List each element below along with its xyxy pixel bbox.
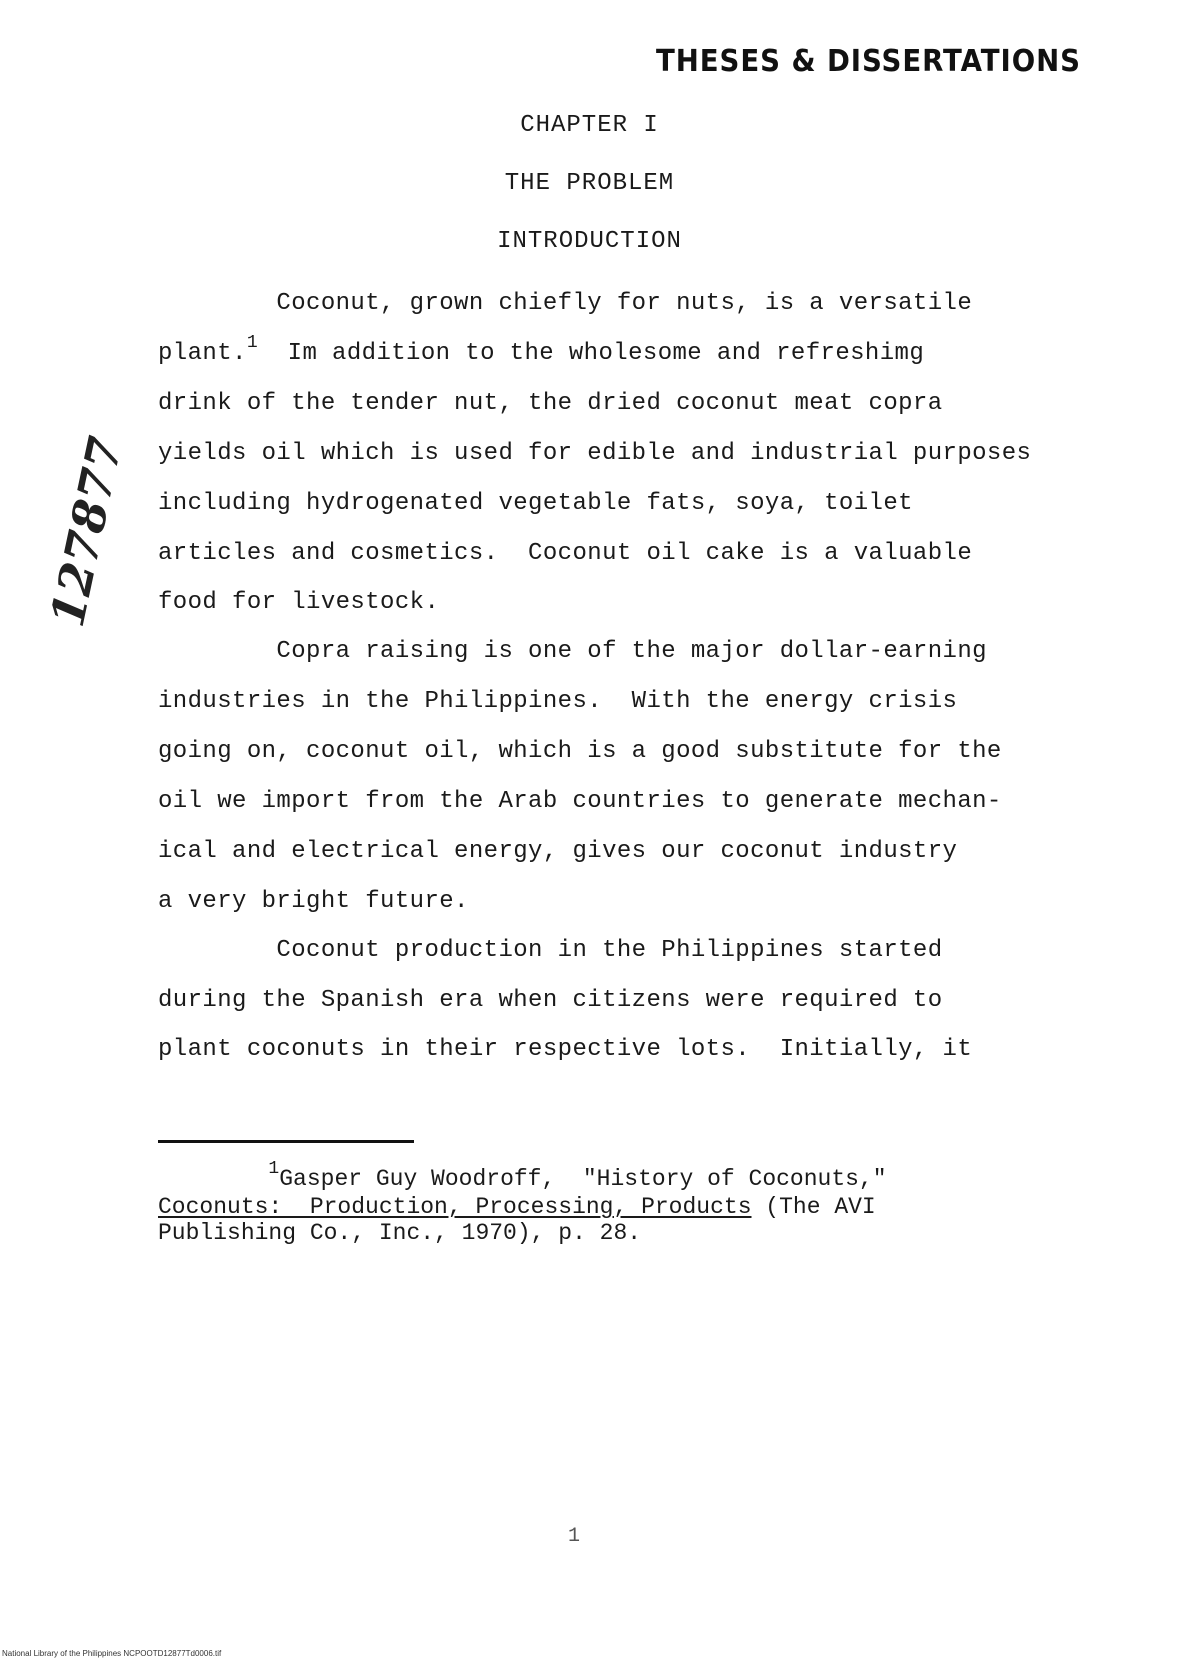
body-line: drink of the tender nut, the dried coconut meat copra	[158, 390, 943, 417]
body-line: food for livestock.	[158, 589, 440, 616]
scan-footer-strip: National Library of the Philippines NCPOOTD12877Td0006.tif	[2, 1649, 222, 1658]
body-line-start: plant.	[158, 340, 247, 367]
body-line-continuation: Im addition to the wholesome and refreshimg	[258, 340, 925, 367]
body-line: yields oil which is used for edible and industrial purposes	[158, 440, 1032, 467]
body-line: going on, coconut oil, which is a good substitute for the	[158, 738, 1002, 765]
body-line: Coconut production in the Philippines started	[158, 937, 943, 964]
body-line: articles and cosmetics. Coconut oil cake is a valuable	[158, 540, 973, 567]
footnote-line: Publishing Co., Inc., 1970), p. 28.	[158, 1220, 642, 1246]
chapter-heading: CHAPTER I	[520, 112, 659, 139]
body-line: a very bright future.	[158, 888, 469, 915]
body-line-with-footnote	[158, 333, 925, 367]
body-line: industries in the Philippines. With the energy crisis	[158, 688, 958, 715]
body-line: ical and electrical energy, gives our coconut industry	[158, 838, 958, 865]
body-line: during the Spanish era when citizens were required to	[158, 987, 943, 1014]
body-line: plant coconuts in their respective lots. Initially, it	[158, 1036, 973, 1063]
footnote-publisher-start: (The AVI	[751, 1194, 876, 1220]
footnote-number: 1	[268, 1159, 280, 1179]
footnote-book-title: Coconuts: Production, Processing, Products	[158, 1194, 752, 1220]
body-line: Copra raising is one of the major dollar-earning	[158, 638, 987, 665]
footnote-line	[158, 1196, 876, 1219]
body-line: Coconut, grown chiefly for nuts, is a versatile	[158, 290, 973, 317]
page-number: 1	[568, 1525, 581, 1548]
handwritten-accession-number: 127877	[40, 432, 133, 632]
footnote-line	[158, 1159, 887, 1192]
body-line: including hydrogenated vegetable fats, soya, toilet	[158, 490, 913, 517]
subsection-heading: INTRODUCTION	[497, 228, 682, 255]
theses-dissertations-stamp: THESES & DISSERTATIONS	[656, 44, 1081, 79]
footnote-author-title: Gasper Guy Woodroff, "History of Coconuts,"	[279, 1166, 887, 1192]
footnote-reference: 1	[246, 333, 259, 353]
footnote-separator	[158, 1140, 414, 1143]
body-line: oil we import from the Arab countries to generate mechan-	[158, 788, 1002, 815]
section-heading: THE PROBLEM	[504, 170, 675, 197]
